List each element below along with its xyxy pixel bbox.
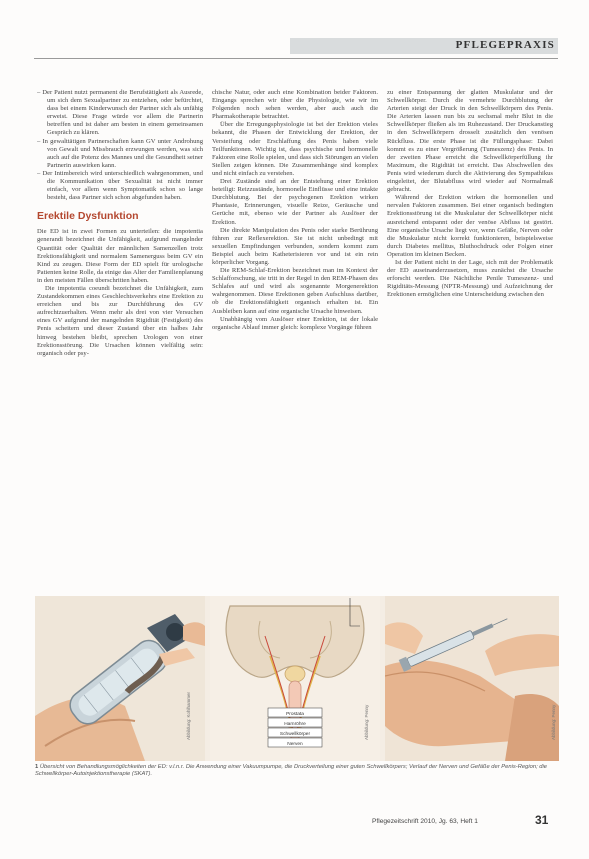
image-credit: Abbildung: Penny: [551, 704, 556, 740]
body-paragraph: Die direkte Manipulation des Penis oder starke Berührung führen zur Reflexerektion. Sie ist nicht unbedingt mit sexuellen Empfindungen verbunden, sondern kommt zum Beispiel auch beim Katheterisieren vor und ist ein rein körperlicher Vorgang.: [212, 226, 378, 266]
text-column-1: [37, 89, 203, 589]
body-paragraph: Die impotentia coeundi bezeichnet die Unfähigkeit, zum Zustandekommen eines Geschlechtsverkehrs eine Erektion zu erreichen und bis zur Durchführung des GV aufrechtzuerhalten. Wenn mehr als drei von vier Versuchen eines GV aufgrund der mangelnden Rigidität (Festigkeit) des Penis scheitern und dieser Zustand über ein halbes Jahr hinweg bestehen bleibt, sprechen Urologen von einer Erektionsstörung. Die Ursachen können vielfältig sein: organisch oder psy-: [37, 284, 203, 357]
body-paragraph: Die REM-Schlaf-Erektion bezeichnet man im Kontext der Schlafforschung, sie tritt in der Regel in den REM-Phasen des Schlafes auf und wird als sogenannte Morgenerektion wahrgenommen. Diese Erektionen geben Aufschluss darüber, ob die Erektionsfähigkeit organisch erhalten ist. Ein Ausbleiben kann auf eine organische Ursache hinweisen.: [212, 267, 378, 315]
illustration-injection: [385, 596, 559, 761]
illustration-pelvic-anatomy: [210, 596, 380, 761]
bullet-item: – In gewalttätigen Partnerschaften kann GV unter Androhung von Gewalt und Missbrauch erzwungen werden, was sich auch auf die Potenz des Mannes und die Gesundheit seiner Partnerin auswirken kann.: [37, 138, 203, 170]
section-title: PFLEGEPRAXIS: [455, 39, 555, 51]
journal-citation: Pflegezeitschrift 2010, Jg. 63, Heft 1: [372, 818, 478, 825]
diagram-label: Nerven: [287, 742, 303, 747]
caption-text: Übersicht von Behandlungsmöglichkeiten der ED: v.l.n.r. Die Anwendung einer Vakuumpumpe, die Druckverteilung einer guten Schwellkörpers; Verlauf der Nerven und Gefäße der Penis-Region; die Schwellkörper-Autoinjektionstherapie (SKAT).: [35, 764, 548, 778]
body-paragraph: chische Natur, oder auch eine Kombination beider Faktoren. Eingangs sprechen wir über die Physiologie, wie wir im Folgenden noch sehen werden, aber auch auch die Pharmakotherapie betrachtet.: [212, 89, 378, 121]
page-number: 31: [535, 813, 549, 827]
body-paragraph: Während der Erektion wirken die hormonellen und nervalen Faktoren zusammen. Bei einer organisch bedingten Erektionsstörung ist die Muskulatur der Schwellkörper nicht ausreichend entspannt oder der venöse Abfluss ist gestört. Eine organische Ursache liegt vor, wenn Gefäße, Nerven oder die Muskulatur nicht korrekt funktionieren, beispielsweise durch Diabetes mellitus, Bluthochdruck oder Folgen einer Operation im kleinen Becken.: [387, 194, 553, 258]
body-paragraph: Unabhängig vom Auslöser einer Erektion, ist der lokale organische Ablauf immer gleich: komplexe Vorgänge führen: [212, 315, 378, 331]
diagram-label: Harnröhre: [284, 722, 306, 727]
body-paragraph: zu einer Entspannung der glatten Muskulatur und der Schwellkörper. Durch die vermehrte Durchblutung der Arterien steigt der Druck in den Schwellkörpern des Penis. Die Arterien lassen nun bis zu sechsmal mehr Blut in die Schwellkörper fließen als im Ruhezustand. Der Druckanstieg in den Schwellkörpern drosselt zusätzlich den venösen Rückfluss. Die erste Phase ist die Füllungsphase: Dabei kommt es zu einer Vergrößerung (Tumeszenz) des Penis. In der zweiten Phase erreicht die Schwellkörperfüllung ihr Maximum, die Rigidität ist erreicht. Das Abschwellen des Penis wird wiederum durch die Aktivierung des Sympathikus eingeleitet, der Blutabfluss wird wieder auf Normalmaß gebracht.: [387, 89, 553, 194]
body-paragraph: Über die Erregungsphysiologie ist bei der Erektion vieles bekannt, die Phasen der Entwicklung der Erektion, der Versteifung oder Erschlaffung des Penis haben viele Teilfunktionen. Wichtig ist, dass psychische und hormonelle Faktoren eine Rolle spielen, und dass sich Störungen an vielen Stellen zeigen können. Die Zusammenhänge sind komplex und nicht einfach zu verstehen.: [212, 121, 378, 177]
section-heading: Erektile Dysfunktion: [37, 210, 139, 223]
body-paragraph: Die ED ist in zwei Formen zu unterteilen: die impotentia generandi bezeichnet die Unfähigkeit, aufgrund mangelnder Quantität oder Qualität der männlichen Samenzellen trotz Erektionsfähigkeit und normalem Samenerguss beim GV ein Kind zu zeugen. Diese Form der ED spielt für urologische Patienten keine Rolle, da einige das Alter der Familienplanung in den meisten Fällen überschritten haben.: [37, 228, 203, 284]
text-column-3: [387, 89, 553, 589]
text-column-2: [212, 89, 378, 589]
image-credit: Abbildung: Penny: [364, 704, 369, 740]
caption-number: 1: [35, 764, 39, 770]
header-divider: [34, 58, 558, 59]
bullet-item: – Der Intimbereich wird unterschiedlich wahrgenommen, und die Kommunikation über Sexualität ist nicht immer einfach, vor allem wenn Symptomatik schon so lange besteht, dass Partner sich schon abgefunden haben.: [37, 170, 203, 202]
bullet-list: [37, 89, 203, 202]
illustration-vacuum-pump: [35, 596, 205, 761]
body-paragraph: Drei Zustände sind an der Entstehung einer Erektion beteiligt: Reizzustände, hormonelle Einflüsse und eine intakte Durchblutung. Bei der psychogenen Erektion wirken Phantasie, Erinnerungen, visuelle Reize, Geräusche und Gerüche mit, ebenso wie der Partner als Auslöser der Erektion.: [212, 178, 378, 226]
diagram-label: Prostata: [286, 712, 304, 717]
figure-caption: [35, 764, 559, 778]
image-credit: Abbildung: Kohlhammer: [186, 691, 191, 740]
body-paragraph: Ist der Patient nicht in der Lage, sich mit der Problematik der ED auseinanderzusetzen, muss zunächst die Ursache erforscht werden. Die Nächtliche Penile Tumeszenz- und Rigiditäts-Messung (NPTR-Messung) und Aufzeichnung der Erektionen ermöglichen eine Unterscheidung zwischen den: [387, 258, 553, 299]
bullet-item: – Der Patient nutzt permanent die Berufstätigkeit als Ausrede, um sich dem Sexualpartner zu entziehen, oder befürchtet, dass bei einem Kinderwunsch der Partner sich als unfähig erweist. Diese Frage würde vor allem die Partnerin betreffen und ist daher am besten in einem gemeinsamen Gespräch zu klären.: [37, 89, 203, 138]
diagram-label: Schwellkörper: [279, 732, 311, 737]
